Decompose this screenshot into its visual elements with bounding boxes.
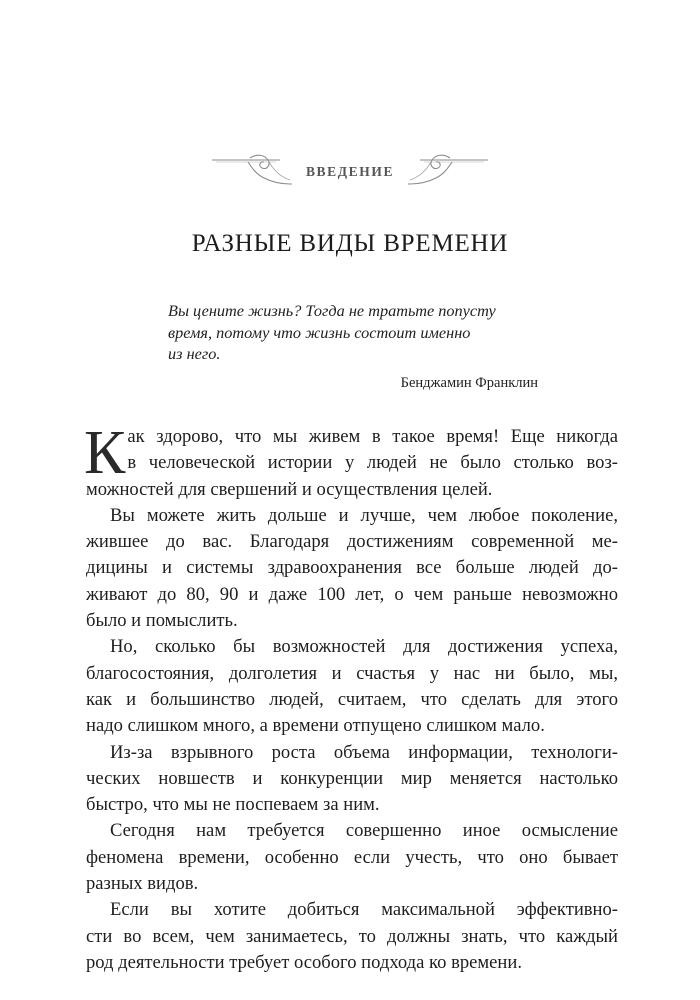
text-line: Но, сколько бы возможностей для достижения успеха,	[110, 636, 618, 658]
drop-cap: К	[84, 419, 126, 487]
text-line: можностей для свершений и осуществления целей.	[86, 478, 493, 500]
text-line: дицины и системы здравоохранения все больше людей до-	[86, 557, 618, 579]
paragraph	[86, 897, 618, 976]
epigraph-quote	[168, 300, 558, 365]
chapter-title: РАЗНЫЕ ВИДЫ ВРЕМЕНИ	[191, 230, 509, 257]
section-header	[0, 150, 700, 200]
paragraph	[84, 419, 618, 503]
epigraph-line: из него.	[168, 344, 221, 363]
paragraph	[86, 740, 618, 819]
text-line: в человеческой истории у людей не было столько воз-	[127, 452, 618, 474]
text-line: род деятельности требует особого подхода ко времени.	[86, 951, 522, 973]
text-line: было и помыслить.	[86, 610, 238, 632]
section-label: ВВЕДЕНИЕ	[305, 164, 395, 179]
epigraph-line: Вы цените жизнь? Тогда не тратьте попусту	[168, 301, 496, 320]
text-line: живают до 80, 90 и даже 100 лет, о чем раньше невозможно	[86, 583, 618, 605]
text-line: ческих новшеств и конкуренции мир меняется настолько	[86, 767, 618, 789]
text-line: ак здорово, что мы живем в такое время! Еще никогда	[127, 426, 618, 447]
text-line: быстро, что мы не поспеваем за ним.	[86, 794, 380, 816]
body-text	[84, 419, 618, 976]
text-line: жившее до вас. Благодаря достижениям современной ме-	[86, 531, 618, 553]
text-line: Из-за взрывного роста объема информации, технологи-	[110, 741, 618, 763]
text-line: благосостояния, долголетия и счастья у нас ни было, мы,	[86, 662, 618, 684]
text-line: сти во всем, чем занимаетесь, то должны знать, что каждый	[86, 925, 618, 947]
text-line: феномена времени, особенно если учесть, что оно бывает	[86, 846, 618, 868]
paragraph	[86, 634, 618, 739]
paragraph	[86, 818, 618, 897]
text-line: Вы можете жить дольше и лучше, чем любое поколение,	[110, 504, 618, 526]
epigraph	[168, 300, 558, 392]
epigraph-author: Бенджамин Франклин	[400, 374, 538, 391]
paragraph	[86, 503, 618, 634]
text-line: разных видов.	[86, 873, 199, 895]
text-line: как и большинство людей, считаем, что сделать для этого	[86, 688, 618, 710]
text-line: надо слишком много, а времени отпущено слишком мало.	[86, 715, 545, 737]
text-line: Сегодня нам требуется совершенно иное осмысление	[110, 820, 618, 842]
epigraph-line: время, потому что жизнь состоит именно	[168, 322, 471, 342]
text-line: Если вы хотите добиться максимальной эффективно-	[110, 899, 618, 921]
